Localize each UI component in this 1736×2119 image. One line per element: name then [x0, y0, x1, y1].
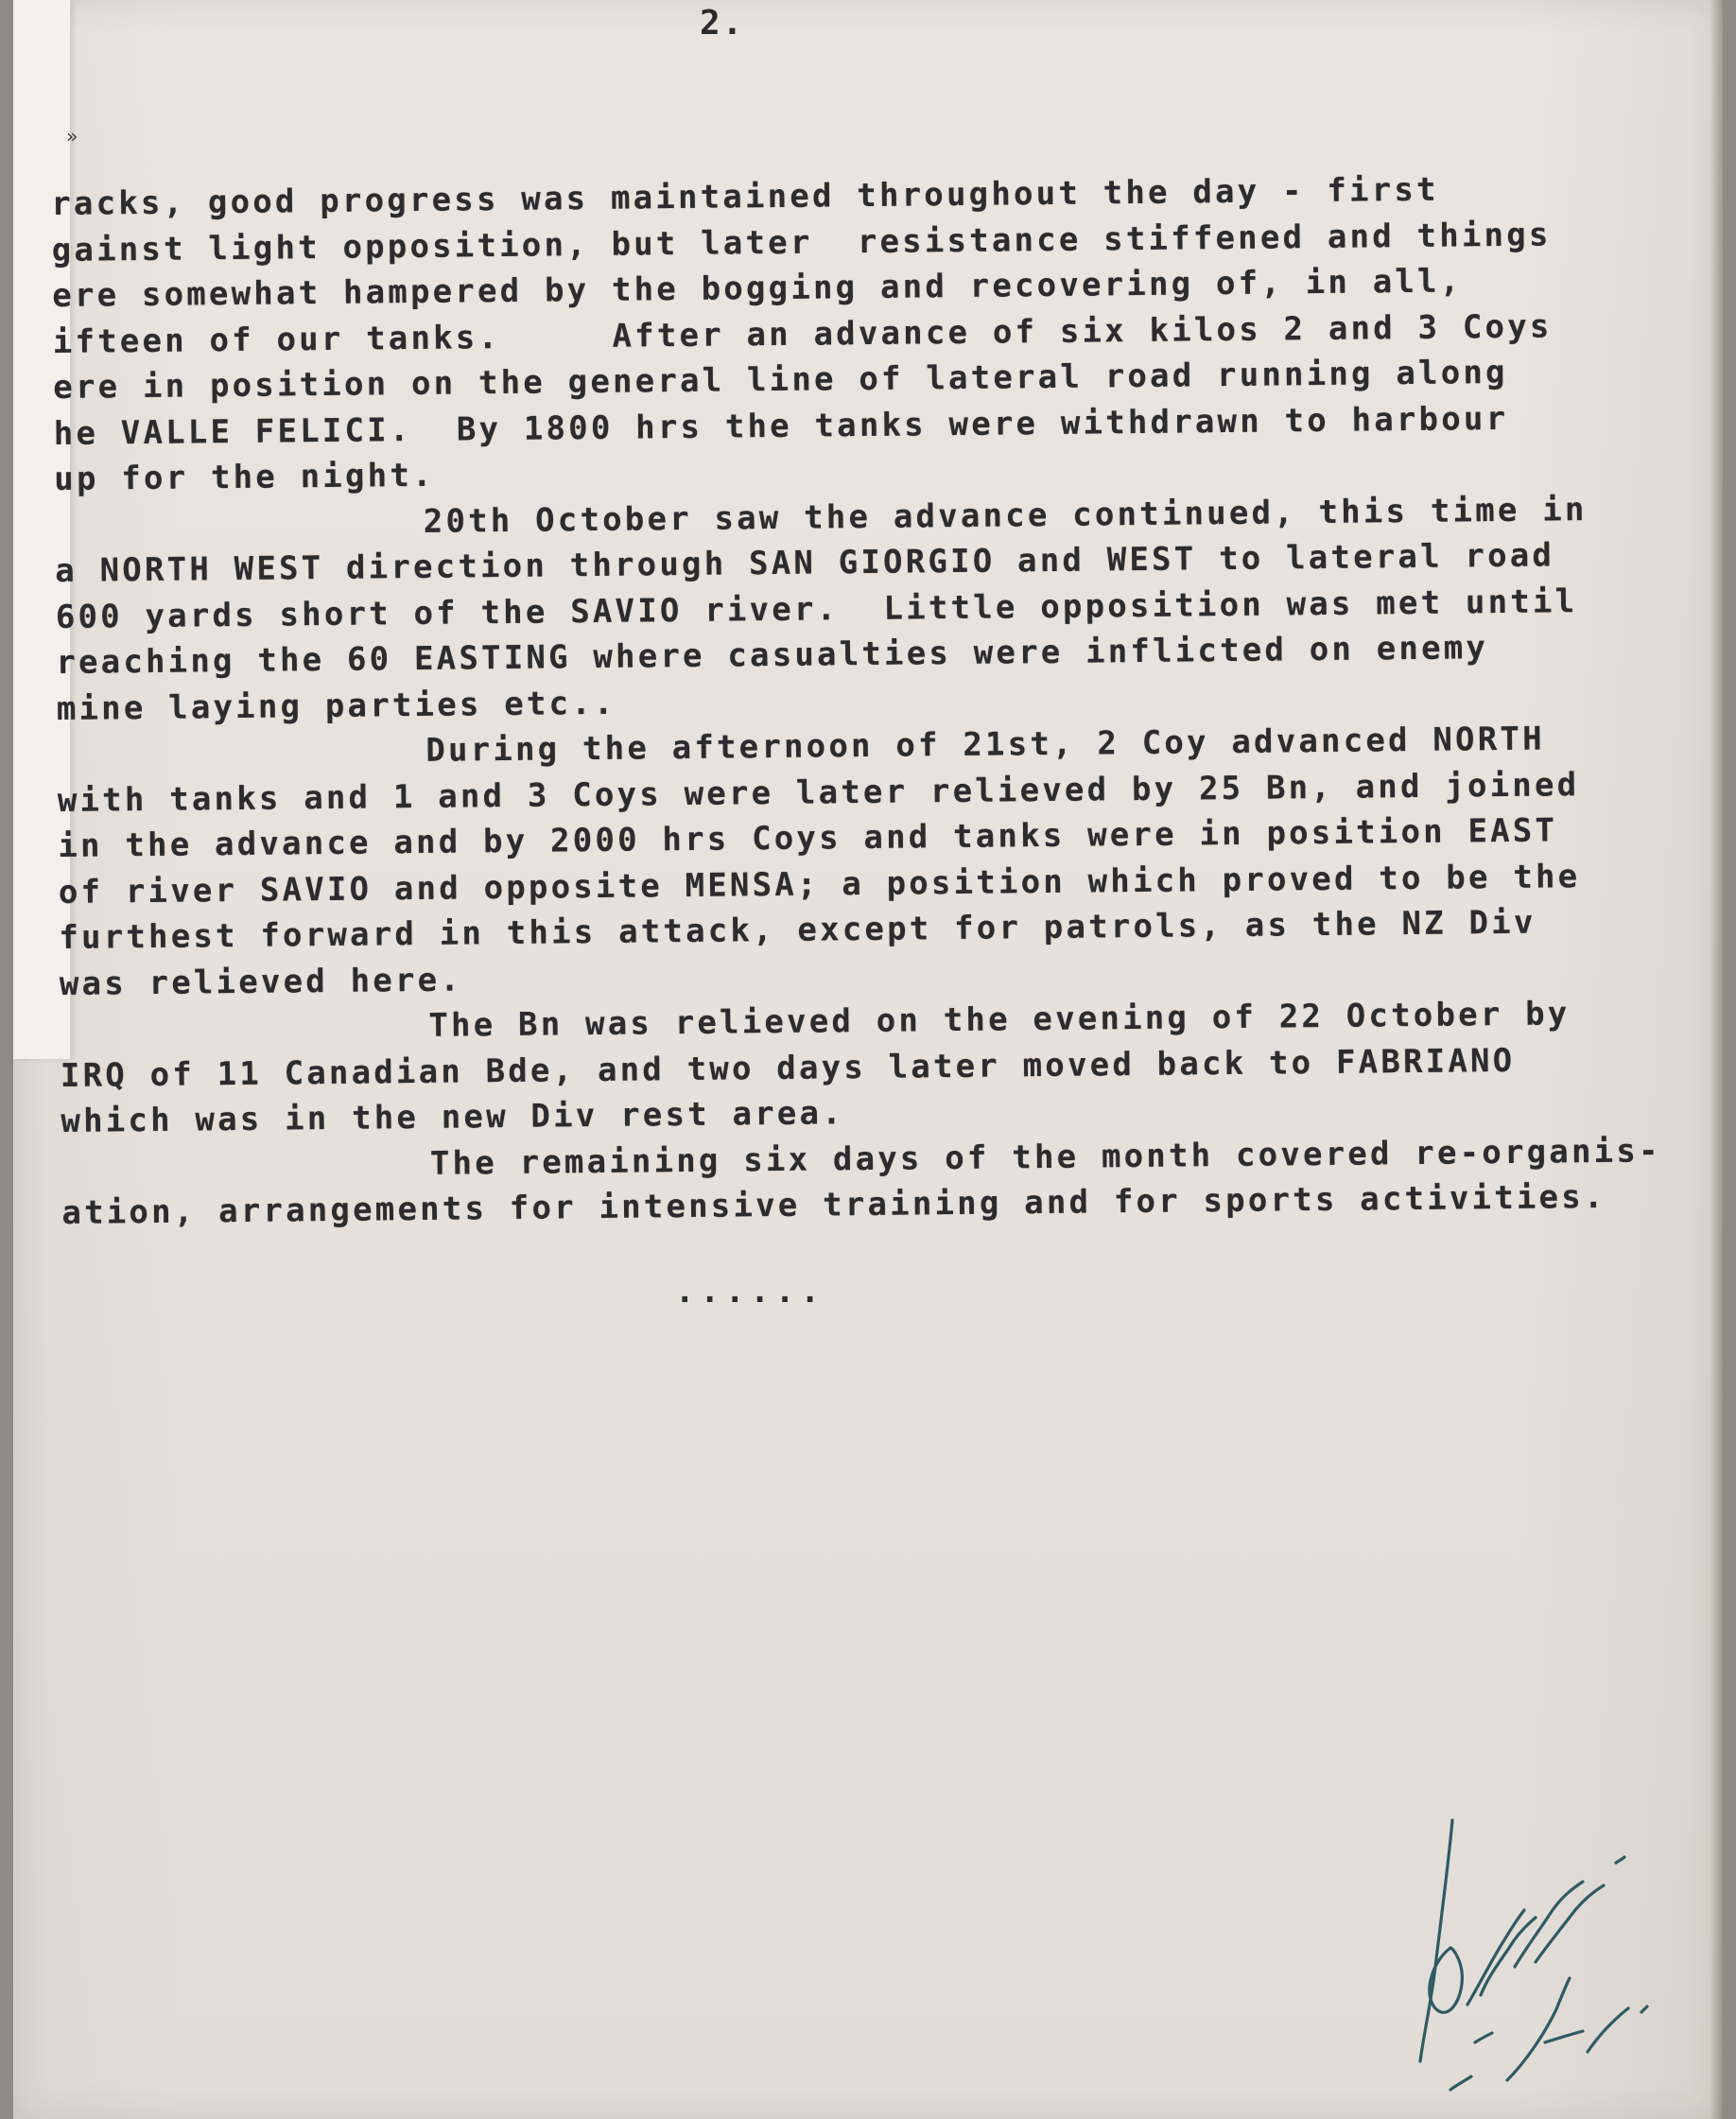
text-line: IRQ of 11 Canadian Bde, and two days later moved back to FABRIANO [60, 1041, 1516, 1095]
text-line: he VALLE FELICI. By 1800 hrs the tanks were withdrawn to harbour [53, 399, 1509, 453]
typed-page [13, 0, 1723, 2119]
page-number: 2. [700, 4, 745, 43]
text-line: The remaining six days of the month covered re-organis- [429, 1131, 1661, 1183]
page-edge-shadow [1710, 0, 1723, 2119]
text-line: 20th October saw the advance continued, this time in [423, 490, 1588, 541]
text-line: in the advance and by 2000 hrs Coys and tanks were in position EAST [58, 811, 1558, 865]
text-line: racks, good progress was maintained throughout the day - first [51, 170, 1439, 223]
text-line: a NORTH WEST direction through SAN GIORGIO and WEST to lateral road [55, 536, 1555, 590]
text-line: mine laying parties etc.. [56, 684, 616, 728]
text-line: with tanks and 1 and 3 Coys were later relieved by 25 Bn, and joined [57, 765, 1580, 820]
stray-typewriter-mark: » [66, 125, 78, 148]
text-line: ation, arrangements for intensive training and for sports activities. [61, 1177, 1606, 1232]
typed-body-text [51, 165, 1727, 1237]
text-line: ere somewhat hampered by the bogging and recovering of, in all, [52, 262, 1463, 315]
text-line: The Bn was relieved on the evening of 22 October by [428, 995, 1571, 1045]
text-line: gainst light opposition, but later resistance stiffened and things [51, 215, 1552, 269]
text-line: During the afternoon of 21st, 2 Coy advanced NORTH [425, 720, 1545, 770]
handwritten-signature [1394, 1806, 1677, 2109]
text-line: which was in the new Div rest area. [61, 1094, 845, 1140]
text-line: 600 yards short of the SAVIO river. Little opposition was met until [55, 582, 1578, 636]
svg-text:Dennis Lt.: Dennis Lt. [1394, 2107, 1399, 2108]
text-line: ifteen of our tanks. After an advance of six kilos 2 and 3 Coys [52, 306, 1553, 361]
text-line: reaching the 60 EASTING where casualties were inflicted on enemy [56, 629, 1489, 682]
text-line: furthest forward in this attack, except for patrols, as the NZ Div [59, 903, 1536, 957]
text-line: ere in position on the general line of lateral road running along [53, 353, 1508, 407]
text-line: up for the night. [54, 456, 435, 498]
text-line: of river SAVIO and opposite MENSA; a position which proved to be the [58, 857, 1581, 912]
text-line: was relieved here. [59, 960, 463, 1003]
section-separator: ...... [675, 1273, 825, 1311]
